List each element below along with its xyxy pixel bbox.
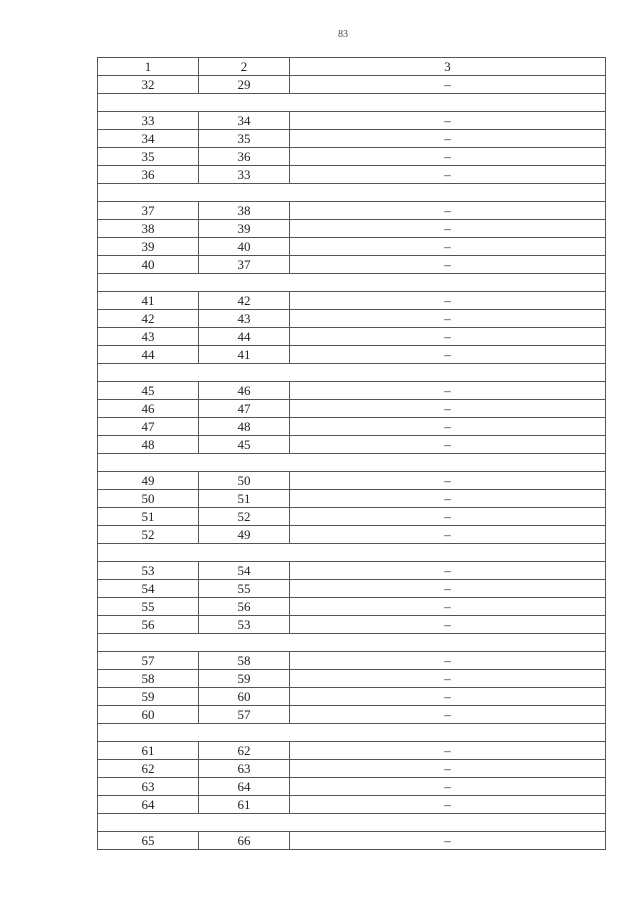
table-cell-col-3: –	[290, 292, 606, 310]
table-cell-col-1: 41	[98, 292, 199, 310]
table-cell-col-1: 34	[98, 130, 199, 148]
table-cell-col-2: 57	[199, 706, 290, 724]
table-row	[98, 382, 606, 400]
table-cell-col-2: 59	[199, 670, 290, 688]
table-cell-col-1: 53	[98, 562, 199, 580]
table-cell-col-3: –	[290, 436, 606, 454]
table-row	[98, 148, 606, 166]
table-cell-col-2: 33	[199, 166, 290, 184]
table-cell-col-1: 57	[98, 652, 199, 670]
table-cell-col-2: 58	[199, 652, 290, 670]
table-cell-col-1: 63	[98, 778, 199, 796]
table-cell-col-3: –	[290, 346, 606, 364]
group-separator-row	[98, 274, 606, 292]
table-cell-col-2: 36	[199, 148, 290, 166]
table-cell-col-1: 52	[98, 526, 199, 544]
table-cell-col-3: –	[290, 832, 606, 850]
page-number: 83	[338, 29, 348, 40]
table-cell-col-1: 47	[98, 418, 199, 436]
table-cell-col-3: –	[290, 418, 606, 436]
table-row	[98, 562, 606, 580]
table-cell-col-3: –	[290, 166, 606, 184]
table-row	[98, 112, 606, 130]
table-cell-col-2: 56	[199, 598, 290, 616]
table-row	[98, 292, 606, 310]
table-cell-col-1: 43	[98, 328, 199, 346]
header-cell-2: 2	[199, 58, 290, 76]
table-cell-col-1: 54	[98, 580, 199, 598]
table-row	[98, 490, 606, 508]
group-separator-row	[98, 94, 606, 112]
table-cell-col-2: 60	[199, 688, 290, 706]
group-separator-cell	[98, 814, 606, 832]
table-cell-col-3: –	[290, 598, 606, 616]
group-separator-row	[98, 364, 606, 382]
table-cell-col-2: 39	[199, 220, 290, 238]
table-cell-col-2: 43	[199, 310, 290, 328]
table-cell-col-2: 53	[199, 616, 290, 634]
table-cell-col-2: 34	[199, 112, 290, 130]
table-cell-col-1: 40	[98, 256, 199, 274]
table-cell-col-3: –	[290, 706, 606, 724]
table-cell-col-3: –	[290, 400, 606, 418]
table-cell-col-2: 38	[199, 202, 290, 220]
group-separator-cell	[98, 454, 606, 472]
table-row	[98, 616, 606, 634]
group-separator-cell	[98, 634, 606, 652]
table-cell-col-1: 50	[98, 490, 199, 508]
table-cell-col-2: 49	[199, 526, 290, 544]
table-cell-col-2: 66	[199, 832, 290, 850]
table-cell-col-3: –	[290, 616, 606, 634]
table-row	[98, 832, 606, 850]
table-row	[98, 202, 606, 220]
table-row	[98, 220, 606, 238]
table-row	[98, 508, 606, 526]
header-cell-3: 3	[290, 58, 606, 76]
table-cell-col-3: –	[290, 112, 606, 130]
table-row	[98, 418, 606, 436]
table-cell-col-2: 54	[199, 562, 290, 580]
table-row	[98, 760, 606, 778]
group-separator-row	[98, 634, 606, 652]
table-cell-col-1: 61	[98, 742, 199, 760]
table-cell-col-2: 40	[199, 238, 290, 256]
table-cell-col-2: 46	[199, 382, 290, 400]
table-cell-col-3: –	[290, 580, 606, 598]
table-row	[98, 328, 606, 346]
table-cell-col-2: 51	[199, 490, 290, 508]
table-cell-col-3: –	[290, 652, 606, 670]
table-cell-col-2: 47	[199, 400, 290, 418]
table-cell-col-1: 59	[98, 688, 199, 706]
group-separator-row	[98, 814, 606, 832]
group-separator-cell	[98, 724, 606, 742]
table-cell-col-2: 29	[199, 76, 290, 94]
table-row	[98, 580, 606, 598]
table-cell-col-3: –	[290, 760, 606, 778]
group-separator-cell	[98, 94, 606, 112]
table-row	[98, 76, 606, 94]
table-row	[98, 670, 606, 688]
group-separator-row	[98, 184, 606, 202]
table-cell-col-3: –	[290, 148, 606, 166]
table-cell-col-1: 35	[98, 148, 199, 166]
table-cell-col-2: 41	[199, 346, 290, 364]
table-cell-col-1: 48	[98, 436, 199, 454]
table-row	[98, 310, 606, 328]
table-cell-col-3: –	[290, 76, 606, 94]
table-row	[98, 742, 606, 760]
table-cell-col-1: 64	[98, 796, 199, 814]
group-separator-row	[98, 724, 606, 742]
table-cell-col-3: –	[290, 328, 606, 346]
table-cell-col-3: –	[290, 130, 606, 148]
table-cell-col-3: –	[290, 382, 606, 400]
table-row	[98, 526, 606, 544]
table-row	[98, 472, 606, 490]
table-cell-col-1: 33	[98, 112, 199, 130]
group-separator-cell	[98, 544, 606, 562]
table-cell-col-3: –	[290, 688, 606, 706]
table-row	[98, 796, 606, 814]
table-cell-col-3: –	[290, 472, 606, 490]
group-separator-cell	[98, 184, 606, 202]
table-cell-col-1: 36	[98, 166, 199, 184]
table-header-row	[98, 58, 606, 76]
table-body	[98, 58, 606, 850]
table-cell-col-3: –	[290, 256, 606, 274]
table-cell-col-2: 52	[199, 508, 290, 526]
table-row	[98, 436, 606, 454]
group-separator-row	[98, 544, 606, 562]
table-row	[98, 688, 606, 706]
group-separator-cell	[98, 274, 606, 292]
table-cell-col-1: 51	[98, 508, 199, 526]
table-cell-col-3: –	[290, 562, 606, 580]
table-cell-col-2: 35	[199, 130, 290, 148]
table-cell-col-2: 61	[199, 796, 290, 814]
table-cell-col-2: 48	[199, 418, 290, 436]
table-row	[98, 778, 606, 796]
table-row	[98, 166, 606, 184]
table-cell-col-2: 45	[199, 436, 290, 454]
table-cell-col-2: 50	[199, 472, 290, 490]
table-row	[98, 238, 606, 256]
header-cell-1: 1	[98, 58, 199, 76]
table-row	[98, 706, 606, 724]
table-cell-col-1: 62	[98, 760, 199, 778]
table-cell-col-3: –	[290, 796, 606, 814]
table-cell-col-1: 65	[98, 832, 199, 850]
table-cell-col-1: 56	[98, 616, 199, 634]
table-cell-col-2: 62	[199, 742, 290, 760]
table-cell-col-1: 46	[98, 400, 199, 418]
table-cell-col-3: –	[290, 238, 606, 256]
table-cell-col-2: 55	[199, 580, 290, 598]
table-cell-col-3: –	[290, 742, 606, 760]
table-cell-col-2: 64	[199, 778, 290, 796]
table-cell-col-2: 63	[199, 760, 290, 778]
group-separator-row	[98, 454, 606, 472]
table-cell-col-3: –	[290, 310, 606, 328]
table-cell-col-3: –	[290, 778, 606, 796]
table-cell-col-3: –	[290, 526, 606, 544]
group-separator-cell	[98, 364, 606, 382]
data-table	[97, 57, 606, 850]
table-cell-col-1: 42	[98, 310, 199, 328]
table-row	[98, 652, 606, 670]
table-cell-col-2: 37	[199, 256, 290, 274]
table-row	[98, 400, 606, 418]
table-cell-col-1: 38	[98, 220, 199, 238]
table-cell-col-1: 39	[98, 238, 199, 256]
table-cell-col-2: 44	[199, 328, 290, 346]
table-row	[98, 598, 606, 616]
table-cell-col-1: 55	[98, 598, 199, 616]
table-row	[98, 130, 606, 148]
table-row	[98, 346, 606, 364]
table-cell-col-1: 32	[98, 76, 199, 94]
table-cell-col-1: 49	[98, 472, 199, 490]
table-cell-col-3: –	[290, 220, 606, 238]
table-cell-col-3: –	[290, 508, 606, 526]
table-row	[98, 256, 606, 274]
table-cell-col-1: 44	[98, 346, 199, 364]
table-cell-col-1: 45	[98, 382, 199, 400]
table-cell-col-2: 42	[199, 292, 290, 310]
table-cell-col-1: 58	[98, 670, 199, 688]
table-cell-col-3: –	[290, 670, 606, 688]
table-cell-col-3: –	[290, 490, 606, 508]
table-cell-col-1: 37	[98, 202, 199, 220]
table-cell-col-3: –	[290, 202, 606, 220]
table-cell-col-1: 60	[98, 706, 199, 724]
